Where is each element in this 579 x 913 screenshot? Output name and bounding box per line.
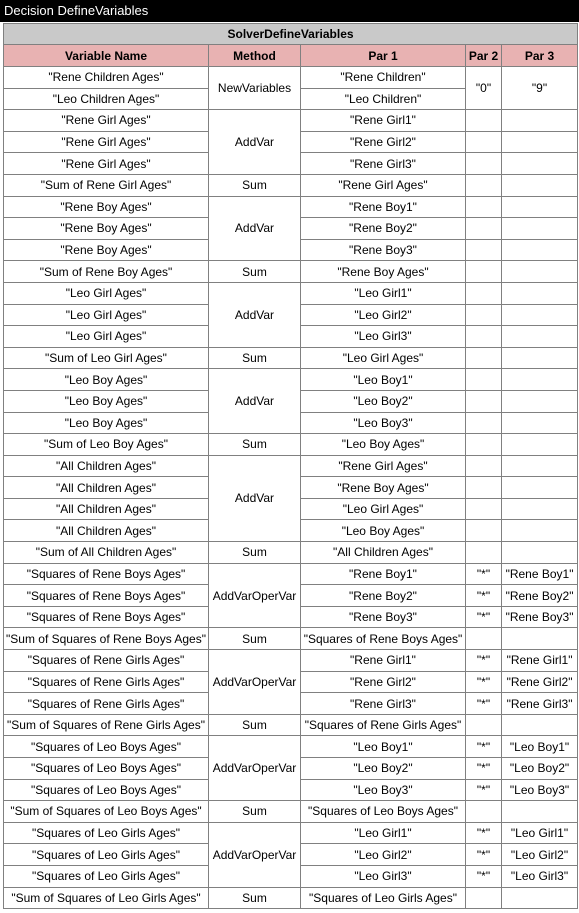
table-row [4,628,578,650]
cell-par1[interactable]: "Leo Girl2" [301,844,466,866]
cell-par2[interactable] [466,801,502,823]
cell-par2[interactable] [466,434,502,456]
cell-par3[interactable] [502,369,578,391]
cell-par2[interactable] [466,628,502,650]
cell-par3[interactable] [502,498,578,520]
table-row [4,887,578,909]
cell-par1[interactable]: "Leo Girl3" [301,326,466,348]
cell-par2[interactable]: "0" [466,67,502,110]
cell-par1[interactable]: "Leo Boy1" [301,736,466,758]
table-row [4,455,578,477]
cell-par1[interactable]: "Leo Boy2" [301,758,466,780]
cell-par1[interactable]: "Rene Boy Ages" [301,477,466,499]
cell-par3[interactable]: "9" [502,67,578,110]
cell-par1[interactable]: "Leo Boy3" [301,412,466,434]
cell-variable-name[interactable]: "Sum of Squares of Leo Boys Ages" [4,801,209,823]
cell-method[interactable]: Sum [209,801,301,823]
cell-par1[interactable]: "Leo Boy3" [301,779,466,801]
column-header-variable-name[interactable]: Variable Name [4,45,209,67]
table-row [4,174,578,196]
cell-variable-name[interactable]: "Leo Children Ages" [4,88,209,110]
cell-par3[interactable] [502,434,578,456]
cell-par1[interactable]: "Rene Girl Ages" [301,455,466,477]
cell-variable-name[interactable]: "Sum of Squares of Rene Boys Ages" [4,628,209,650]
cell-par3[interactable]: "Rene Girl1" [502,650,578,672]
table-row [4,67,578,89]
cell-par1[interactable]: "Leo Girl2" [301,304,466,326]
table-row [4,347,578,369]
cell-par3[interactable] [502,261,578,283]
column-header-par2[interactable]: Par 2 [466,45,502,67]
table-row [4,434,578,456]
cell-par2[interactable]: "*" [466,650,502,672]
cell-par1[interactable]: "Leo Girl Ages" [301,347,466,369]
cell-method[interactable]: AddVarOperVar [209,650,301,715]
cell-variable-name[interactable]: "Squares of Leo Girls Ages" [4,822,209,844]
table-row [4,563,578,585]
cell-method[interactable]: AddVar [209,110,301,175]
column-header-par3[interactable]: Par 3 [502,45,578,67]
cell-par3[interactable]: "Rene Boy2" [502,585,578,607]
cell-variable-name[interactable]: "Squares of Leo Boys Ages" [4,779,209,801]
cell-par2[interactable] [466,369,502,391]
cell-par1[interactable]: "Squares of Leo Girls Ages" [301,887,466,909]
cell-par2[interactable]: "*" [466,779,502,801]
cell-par3[interactable]: "Rene Girl2" [502,671,578,693]
cell-par2[interactable]: "*" [466,563,502,585]
cell-method[interactable]: Sum [209,347,301,369]
cell-method[interactable]: Sum [209,628,301,650]
cell-variable-name[interactable]: "Squares of Rene Girls Ages" [4,671,209,693]
cell-par1[interactable]: "Rene Boy1" [301,563,466,585]
cell-variable-name[interactable]: "Sum of Squares of Leo Girls Ages" [4,887,209,909]
cell-variable-name[interactable]: "Leo Boy Ages" [4,369,209,391]
table-row [4,714,578,736]
cell-par3[interactable]: "Leo Boy2" [502,758,578,780]
cell-par2[interactable] [466,412,502,434]
cell-method[interactable]: AddVarOperVar [209,563,301,628]
cell-par2[interactable] [466,153,502,175]
cell-par3[interactable] [502,628,578,650]
window-title: Decision DefineVariables [0,0,579,22]
cell-variable-name[interactable]: "Leo Girl Ages" [4,282,209,304]
cell-par3[interactable] [502,801,578,823]
cell-method[interactable]: Sum [209,434,301,456]
cell-par1[interactable]: "Leo Girl1" [301,822,466,844]
cell-par2[interactable]: "*" [466,671,502,693]
cell-par2[interactable] [466,390,502,412]
cell-variable-name[interactable]: "Sum of Squares of Rene Girls Ages" [4,714,209,736]
cell-par1[interactable]: "Leo Boy1" [301,369,466,391]
cell-par1[interactable]: "All Children Ages" [301,542,466,564]
cell-variable-name[interactable]: "Sum of Leo Girl Ages" [4,347,209,369]
cell-par1[interactable]: "Rene Girl2" [301,671,466,693]
cell-par3[interactable] [502,390,578,412]
cell-variable-name[interactable]: "Squares of Rene Boys Ages" [4,606,209,628]
cell-par2[interactable] [466,218,502,240]
cell-variable-name[interactable]: "Leo Boy Ages" [4,412,209,434]
cell-par1[interactable]: "Squares of Leo Boys Ages" [301,801,466,823]
cell-par3[interactable]: "Leo Girl2" [502,844,578,866]
cell-par3[interactable] [502,326,578,348]
cell-variable-name[interactable]: "All Children Ages" [4,498,209,520]
cell-variable-name[interactable]: "Leo Boy Ages" [4,390,209,412]
cell-par3[interactable] [502,477,578,499]
cell-variable-name[interactable]: "Squares of Leo Boys Ages" [4,736,209,758]
table-row [4,261,578,283]
table-row [4,282,578,304]
cell-par2[interactable]: "*" [466,822,502,844]
cell-par1[interactable]: "Rene Children" [301,67,466,89]
cell-par2[interactable] [466,714,502,736]
cell-method[interactable]: Sum [209,542,301,564]
cell-variable-name[interactable]: "All Children Ages" [4,455,209,477]
cell-par1[interactable]: "Rene Boy2" [301,585,466,607]
cell-method[interactable]: Sum [209,261,301,283]
cell-method[interactable]: AddVar [209,369,301,434]
cell-method[interactable]: AddVarOperVar [209,736,301,801]
cell-par2[interactable] [466,887,502,909]
table-body [4,67,578,909]
cell-par2[interactable]: "*" [466,736,502,758]
cell-par3[interactable]: "Leo Girl3" [502,865,578,887]
cell-par2[interactable] [466,196,502,218]
cell-variable-name[interactable]: "All Children Ages" [4,520,209,542]
cell-par3[interactable] [502,153,578,175]
cell-variable-name[interactable]: "All Children Ages" [4,477,209,499]
cell-par3[interactable]: "Leo Boy1" [502,736,578,758]
cell-par3[interactable] [502,887,578,909]
cell-variable-name[interactable]: "Squares of Leo Girls Ages" [4,865,209,887]
table-row [4,801,578,823]
cell-par1[interactable]: "Rene Girl1" [301,650,466,672]
cell-par1[interactable]: "Rene Girl2" [301,131,466,153]
cell-par2[interactable]: "*" [466,844,502,866]
cell-par2[interactable] [466,304,502,326]
cell-par2[interactable]: "*" [466,606,502,628]
cell-par2[interactable]: "*" [466,865,502,887]
cell-par2[interactable] [466,542,502,564]
cell-par2[interactable] [466,239,502,261]
cell-par3[interactable] [502,218,578,240]
cell-par3[interactable] [502,520,578,542]
cell-par2[interactable]: "*" [466,585,502,607]
cell-par3[interactable]: "Rene Girl3" [502,693,578,715]
cell-par2[interactable]: "*" [466,693,502,715]
cell-par3[interactable]: "Leo Boy3" [502,779,578,801]
cell-par3[interactable]: "Rene Boy1" [502,563,578,585]
cell-variable-name[interactable]: "Rene Boy Ages" [4,239,209,261]
cell-par1[interactable]: "Squares of Rene Girls Ages" [301,714,466,736]
cell-variable-name[interactable]: "Rene Children Ages" [4,67,209,89]
cell-method[interactable]: AddVar [209,196,301,261]
cell-variable-name[interactable]: "Rene Girl Ages" [4,131,209,153]
cell-variable-name[interactable]: "Rene Girl Ages" [4,110,209,132]
table-row [4,110,578,132]
cell-variable-name[interactable]: "Sum of Rene Girl Ages" [4,174,209,196]
cell-par1[interactable]: "Rene Boy3" [301,606,466,628]
cell-par2[interactable] [466,498,502,520]
cell-variable-name[interactable]: "Squares of Rene Girls Ages" [4,650,209,672]
define-variables-table [3,23,578,909]
cell-variable-name[interactable]: "Sum of Leo Boy Ages" [4,434,209,456]
cell-par1[interactable]: "Leo Girl3" [301,865,466,887]
table-row [4,736,578,758]
cell-variable-name[interactable]: "Sum of All Children Ages" [4,542,209,564]
cell-par3[interactable] [502,239,578,261]
cell-variable-name[interactable]: "Rene Boy Ages" [4,196,209,218]
cell-method[interactable]: Sum [209,174,301,196]
cell-variable-name[interactable]: "Squares of Rene Boys Ages" [4,563,209,585]
cell-par2[interactable] [466,174,502,196]
cell-variable-name[interactable]: "Rene Boy Ages" [4,218,209,240]
table-row [4,650,578,672]
cell-par3[interactable] [502,542,578,564]
cell-par3[interactable] [502,110,578,132]
cell-par1[interactable]: "Rene Boy1" [301,196,466,218]
cell-par3[interactable] [502,304,578,326]
cell-variable-name[interactable]: "Leo Girl Ages" [4,326,209,348]
cell-par1[interactable]: "Rene Girl3" [301,693,466,715]
cell-par3[interactable] [502,196,578,218]
cell-variable-name[interactable]: "Rene Girl Ages" [4,153,209,175]
table-row [4,369,578,391]
cell-par1[interactable]: "Rene Girl3" [301,153,466,175]
cell-par2[interactable] [466,347,502,369]
cell-par1[interactable]: "Leo Children" [301,88,466,110]
cell-variable-name[interactable]: "Squares of Leo Girls Ages" [4,844,209,866]
cell-par1[interactable]: "Leo Girl Ages" [301,498,466,520]
cell-par2[interactable] [466,455,502,477]
table-row [4,822,578,844]
cell-variable-name[interactable]: "Sum of Rene Boy Ages" [4,261,209,283]
cell-method[interactable]: AddVarOperVar [209,822,301,887]
cell-par3[interactable] [502,174,578,196]
cell-par1[interactable]: "Rene Girl1" [301,110,466,132]
cell-par3[interactable] [502,455,578,477]
cell-variable-name[interactable]: "Squares of Leo Boys Ages" [4,758,209,780]
cell-par2[interactable] [466,261,502,283]
cell-par1[interactable]: "Rene Boy3" [301,239,466,261]
cell-par1[interactable]: "Leo Boy2" [301,390,466,412]
column-header-par1[interactable]: Par 1 [301,45,466,67]
sheet-title: SolverDefineVariables [4,24,578,45]
cell-variable-name[interactable]: "Squares of Rene Boys Ages" [4,585,209,607]
cell-method[interactable]: Sum [209,887,301,909]
cell-par1[interactable]: "Rene Boy2" [301,218,466,240]
cell-par1[interactable]: "Squares of Rene Boys Ages" [301,628,466,650]
cell-variable-name[interactable]: "Leo Girl Ages" [4,304,209,326]
cell-par2[interactable] [466,131,502,153]
cell-par1[interactable]: "Leo Girl1" [301,282,466,304]
table-row [4,542,578,564]
cell-par2[interactable] [466,282,502,304]
cell-par3[interactable]: "Leo Girl1" [502,822,578,844]
cell-method[interactable]: AddVar [209,455,301,541]
column-header-method[interactable]: Method [209,45,301,67]
cell-par2[interactable] [466,520,502,542]
cell-par2[interactable] [466,477,502,499]
cell-par1[interactable]: "Leo Boy Ages" [301,434,466,456]
cell-par2[interactable] [466,326,502,348]
cell-par1[interactable]: "Rene Girl Ages" [301,174,466,196]
cell-par3[interactable] [502,714,578,736]
table-row [4,196,578,218]
cell-variable-name[interactable]: "Squares of Rene Girls Ages" [4,693,209,715]
cell-par3[interactable] [502,282,578,304]
cell-par1[interactable]: "Rene Boy Ages" [301,261,466,283]
cell-par3[interactable] [502,131,578,153]
cell-par3[interactable]: "Rene Boy3" [502,606,578,628]
cell-method[interactable]: Sum [209,714,301,736]
cell-par2[interactable]: "*" [466,758,502,780]
cell-par2[interactable] [466,110,502,132]
cell-par1[interactable]: "Leo Boy Ages" [301,520,466,542]
cell-method[interactable]: AddVar [209,282,301,347]
cell-par3[interactable] [502,412,578,434]
cell-par3[interactable] [502,347,578,369]
cell-method[interactable]: NewVariables [209,67,301,110]
